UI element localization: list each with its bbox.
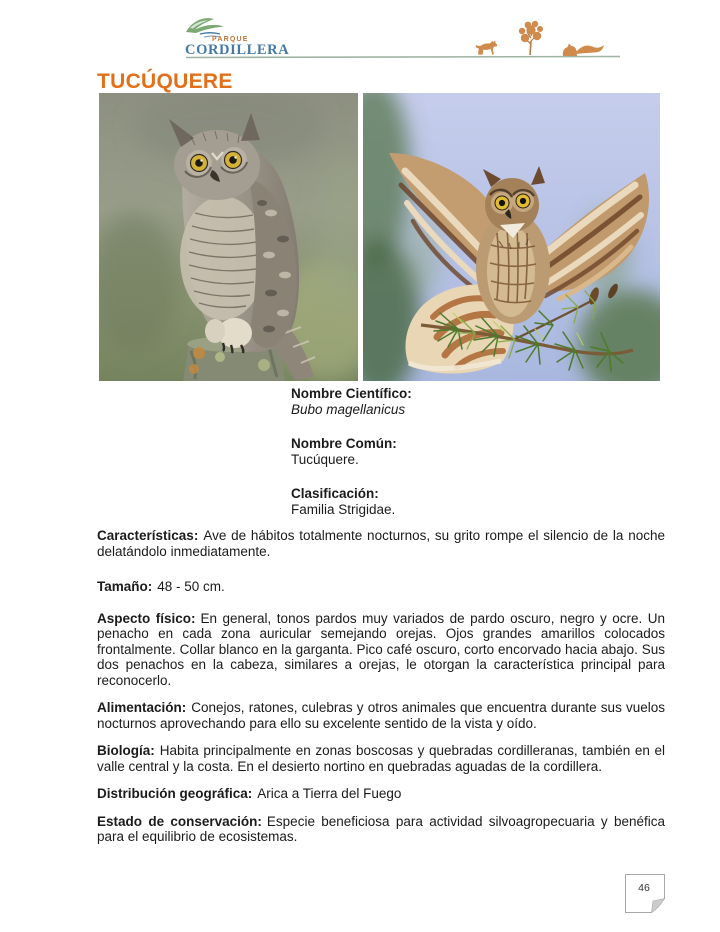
parque-cordillera-logo-icon (186, 18, 224, 37)
section-text: Especie beneficiosa para actividad silvoagropecuaria y benéfica para el equilibrio de ecosistemas. (97, 813, 665, 844)
logo-parque-text: PARQUE (212, 36, 249, 43)
section-text: Habita principalmente en zonas boscosas y quebradas cordilleranas, también en el valle central y la costa. En el desierto nortino en quebradas aguadas de la cordillera. (97, 743, 665, 774)
section-label: Alimentación: (97, 700, 187, 715)
section-label: Estado de conservación: (97, 813, 262, 829)
section-label: Distribución geográfica: (97, 786, 253, 801)
section-label: Características: (97, 528, 199, 543)
section-text: Arica a Tierra del Fuego (257, 786, 402, 801)
classification-label: Clasificación: (291, 486, 379, 501)
section-label: Tamaño: (97, 579, 153, 594)
section-alimentacion (97, 700, 665, 731)
common-name-value: Tucúquere. (291, 451, 359, 467)
owl-flying-illustration (363, 93, 660, 381)
section-aspecto-fisico (97, 611, 665, 689)
section-text: Ave de hábitos totalmente nocturnos, su grito rompe el silencio de la noche delatándolo inmediatamente. (97, 528, 665, 559)
scientific-name-value: Bubo magellanicus (291, 401, 406, 417)
section-text: 48 - 50 cm. (157, 579, 225, 594)
section-text: En general, tonos pardos muy variados de pardo oscuro, negro y ocre. Un penacho en cada zona auricular semejando orejas. Ojos grandes amarillos colocados frontalmente. Collar blanco en la garganta. Pico café oscuro, corto encorvado hacia abajo. Sus dos penachos en la cabeza, similares a orejas, le otorgan la característica principal para reconocerlo. (97, 610, 665, 688)
owl-perched-photo (99, 93, 358, 381)
page-title: TUCÚQUERE (97, 70, 233, 93)
section-label: Biología: (97, 743, 155, 758)
taxonomy-info-block (291, 386, 621, 536)
scientific-name-group (291, 386, 621, 417)
page-header (178, 14, 638, 64)
section-caracteristicas (97, 528, 665, 559)
owl-perched-illustration (99, 93, 358, 381)
common-name-label: Nombre Común: (291, 436, 397, 451)
common-name-group (291, 436, 621, 467)
fox-icon (476, 41, 497, 55)
classification-value: Familia Strigidae. (291, 501, 396, 517)
section-tamano (97, 579, 665, 595)
scientific-name-label: Nombre Científico: (291, 386, 412, 401)
classification-group (291, 486, 621, 517)
tree-icon (519, 21, 543, 55)
owl-flying-photo (363, 93, 660, 381)
description-sections (97, 528, 665, 857)
section-biologia (97, 743, 665, 774)
section-label: Aspecto físico: (97, 610, 196, 626)
logo-cordillera-text: CORDILLERA (185, 42, 290, 58)
page-number: 46 (638, 882, 650, 894)
section-distribucion-geografica (97, 786, 665, 802)
section-estado-conservacion (97, 814, 665, 845)
header-rule (186, 57, 620, 58)
page-number-badge (625, 874, 665, 913)
section-text: Conejos, ratones, culebras y otros animales que encuentra durante sus vuelos nocturnos aprovechando para ello su excelente sentido de la vista y oído. (97, 700, 665, 731)
squirrel-icon (563, 44, 604, 57)
